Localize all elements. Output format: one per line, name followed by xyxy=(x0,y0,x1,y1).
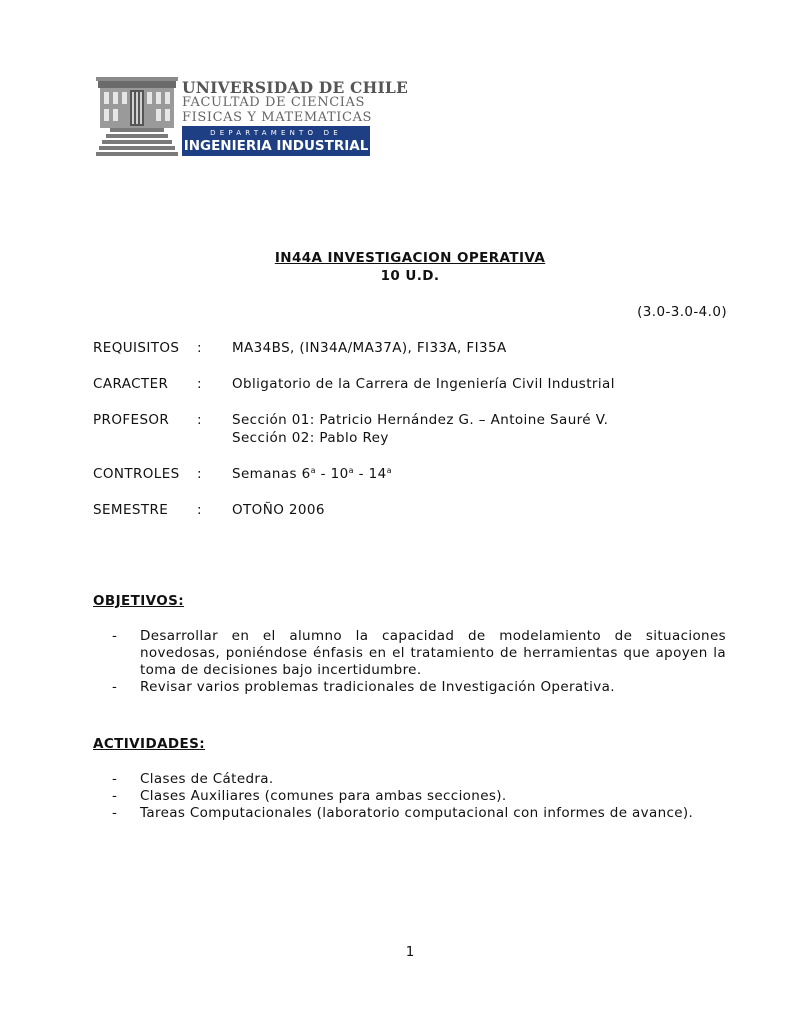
list-item: - Desarrollar en el alumno la capacidad de modelamiento de situaciones novedosas, poniéndose énfasis en el tratamiento de herramientas que apoyen la toma de decisiones bajo incertidumbre. xyxy=(112,628,726,678)
info-label: REQUISITOS xyxy=(93,340,180,356)
department-banner xyxy=(182,126,370,156)
info-label: PROFESOR xyxy=(93,412,170,428)
list-item: - Clases de Cátedra. xyxy=(112,771,274,787)
info-colon: : xyxy=(197,412,202,428)
info-value: OTOÑO 2006 xyxy=(232,502,325,518)
info-value: Semanas 6$^a$ - 10$^a$ - 14$^a$ xyxy=(232,466,392,482)
info-value-2: Sección 02: Pablo Rey xyxy=(232,430,389,446)
course-title xyxy=(0,250,800,266)
actividades-heading: ACTIVIDADES: xyxy=(93,736,206,752)
info-colon: : xyxy=(197,340,202,356)
building-icon xyxy=(96,76,178,156)
info-label: CARACTER xyxy=(93,376,169,392)
page-number: 1 xyxy=(405,944,415,960)
actividades-list xyxy=(112,771,726,822)
university-logo xyxy=(96,76,409,156)
list-item: - Clases Auxiliares (comunes para ambas secciones). xyxy=(112,788,507,804)
department-name: INGENIERIA INDUSTRIAL xyxy=(183,138,369,154)
info-colon: : xyxy=(197,376,202,392)
list-item: - Tareas Computacionales (laboratorio computacional con informes de avance). xyxy=(112,805,694,821)
course-title-text: IN44A INVESTIGACION OPERATIVA xyxy=(274,250,546,266)
info-label: SEMESTRE xyxy=(93,502,169,518)
info-colon: : xyxy=(197,466,202,482)
info-value: Obligatorio de la Carrera de Ingeniería Civil Industrial xyxy=(232,376,615,392)
course-credits: (3.0-3.0-4.0) xyxy=(637,304,727,320)
faculty-line-1: FACULTAD DE CIENCIAS xyxy=(182,95,366,110)
university-name: UNIVERSIDAD DE CHILE xyxy=(182,78,409,97)
info-label: CONTROLES xyxy=(93,466,180,482)
list-item: - Revisar varios problemas tradicionales de Investigación Operativa. xyxy=(112,679,615,695)
info-colon: : xyxy=(197,502,202,518)
info-value: Sección 01: Patricio Hernández G. – Antoine Sauré V. xyxy=(232,412,609,428)
objetivos-heading: OBJETIVOS: xyxy=(93,593,185,609)
faculty-line-2: FISICAS Y MATEMATICAS xyxy=(182,110,373,125)
department-label: DEPARTAMENTO DE xyxy=(210,129,342,137)
course-units: 10 U.D. xyxy=(380,268,440,284)
objetivos-list xyxy=(112,628,726,696)
info-value: MA34BS, (IN34A/MA37A), FI33A, FI35A xyxy=(232,340,507,356)
